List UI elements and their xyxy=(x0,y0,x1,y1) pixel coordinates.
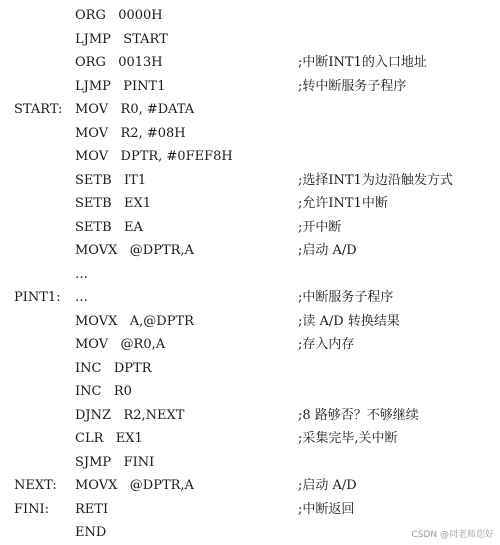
code-instr: LJMP START xyxy=(75,31,168,47)
code-line xyxy=(0,145,500,169)
code-instr: CLR EX1 xyxy=(75,431,143,446)
code-line xyxy=(0,28,500,52)
code-instr: SJMP FINI xyxy=(75,454,155,470)
code-comment: ;允许INT1中断 xyxy=(298,196,388,211)
code-line xyxy=(0,357,500,381)
code-line xyxy=(0,98,500,122)
code-comment: ;启动 A/D xyxy=(298,243,357,258)
code-comment: ;存入内存 xyxy=(298,337,355,352)
code-line xyxy=(0,404,500,428)
code-instr: … xyxy=(75,266,88,282)
code-label: START: xyxy=(14,102,63,117)
code-comment: ;中断返回 xyxy=(298,501,355,517)
code-line xyxy=(0,192,500,216)
code-instr: MOV DPTR, #0FEF8H xyxy=(75,149,233,164)
code-line xyxy=(0,4,500,28)
code-comment: ;采集完毕,关中断 xyxy=(298,431,398,446)
code-line xyxy=(0,51,500,75)
code-line xyxy=(0,498,500,522)
code-line xyxy=(0,122,500,146)
code-instr: INC R0 xyxy=(75,384,132,399)
code-label: FINI: xyxy=(14,501,50,517)
code-line xyxy=(0,75,500,99)
code-line xyxy=(0,310,500,334)
code-instr: SETB IT1 xyxy=(75,172,147,188)
code-line xyxy=(0,216,500,240)
code-instr: MOVX @DPTR,A xyxy=(75,243,194,258)
code-instr: DJNZ R2,NEXT xyxy=(75,407,185,423)
code-instr: ORG 0013H xyxy=(75,55,163,70)
code-comment: ;开中断 xyxy=(298,219,342,235)
code-comment: ;中断服务子程序 xyxy=(298,290,394,305)
code-line xyxy=(0,451,500,475)
code-instr: ORG 0000H xyxy=(75,8,163,23)
code-instr: RETI xyxy=(75,501,109,517)
code-instr: MOV R2, #08H xyxy=(75,125,186,141)
code-line xyxy=(0,286,500,310)
code-comment: ;选择INT1为边沿触发方式 xyxy=(298,172,453,188)
code-instr: END xyxy=(75,525,107,540)
code-instr: MOV @R0,A xyxy=(75,337,166,352)
code-instr: INC DPTR xyxy=(75,360,152,376)
code-instr: LJMP PINT1 xyxy=(75,78,166,94)
code-line xyxy=(0,169,500,193)
code-instr: MOVX @DPTR,A xyxy=(75,478,194,493)
code-line xyxy=(0,263,500,287)
code-comment: ;启动 A/D xyxy=(298,478,357,493)
code-instr: MOV R0, #DATA xyxy=(75,102,195,117)
code-instr: SETB EX1 xyxy=(75,196,152,211)
code-line xyxy=(0,380,500,404)
code-line xyxy=(0,427,500,451)
code-instr: SETB EA xyxy=(75,219,143,235)
code-instr: MOVX A,@DPTR xyxy=(75,313,194,329)
watermark: CSDN @同老师您好 xyxy=(411,530,494,540)
code-line xyxy=(0,239,500,263)
code-label: PINT1: xyxy=(14,290,61,305)
code-line xyxy=(0,333,500,357)
code-instr: … xyxy=(75,290,88,305)
code-comment: ;转中断服务子程序 xyxy=(298,78,407,94)
code-comment: ;8 路够否？不够继续 xyxy=(298,407,419,423)
code-comment: ;中断INT1的入口地址 xyxy=(298,55,427,70)
code-comment: ;读 A/D 转换结果 xyxy=(298,313,400,329)
code-label: NEXT: xyxy=(14,478,57,493)
code-line xyxy=(0,474,500,498)
